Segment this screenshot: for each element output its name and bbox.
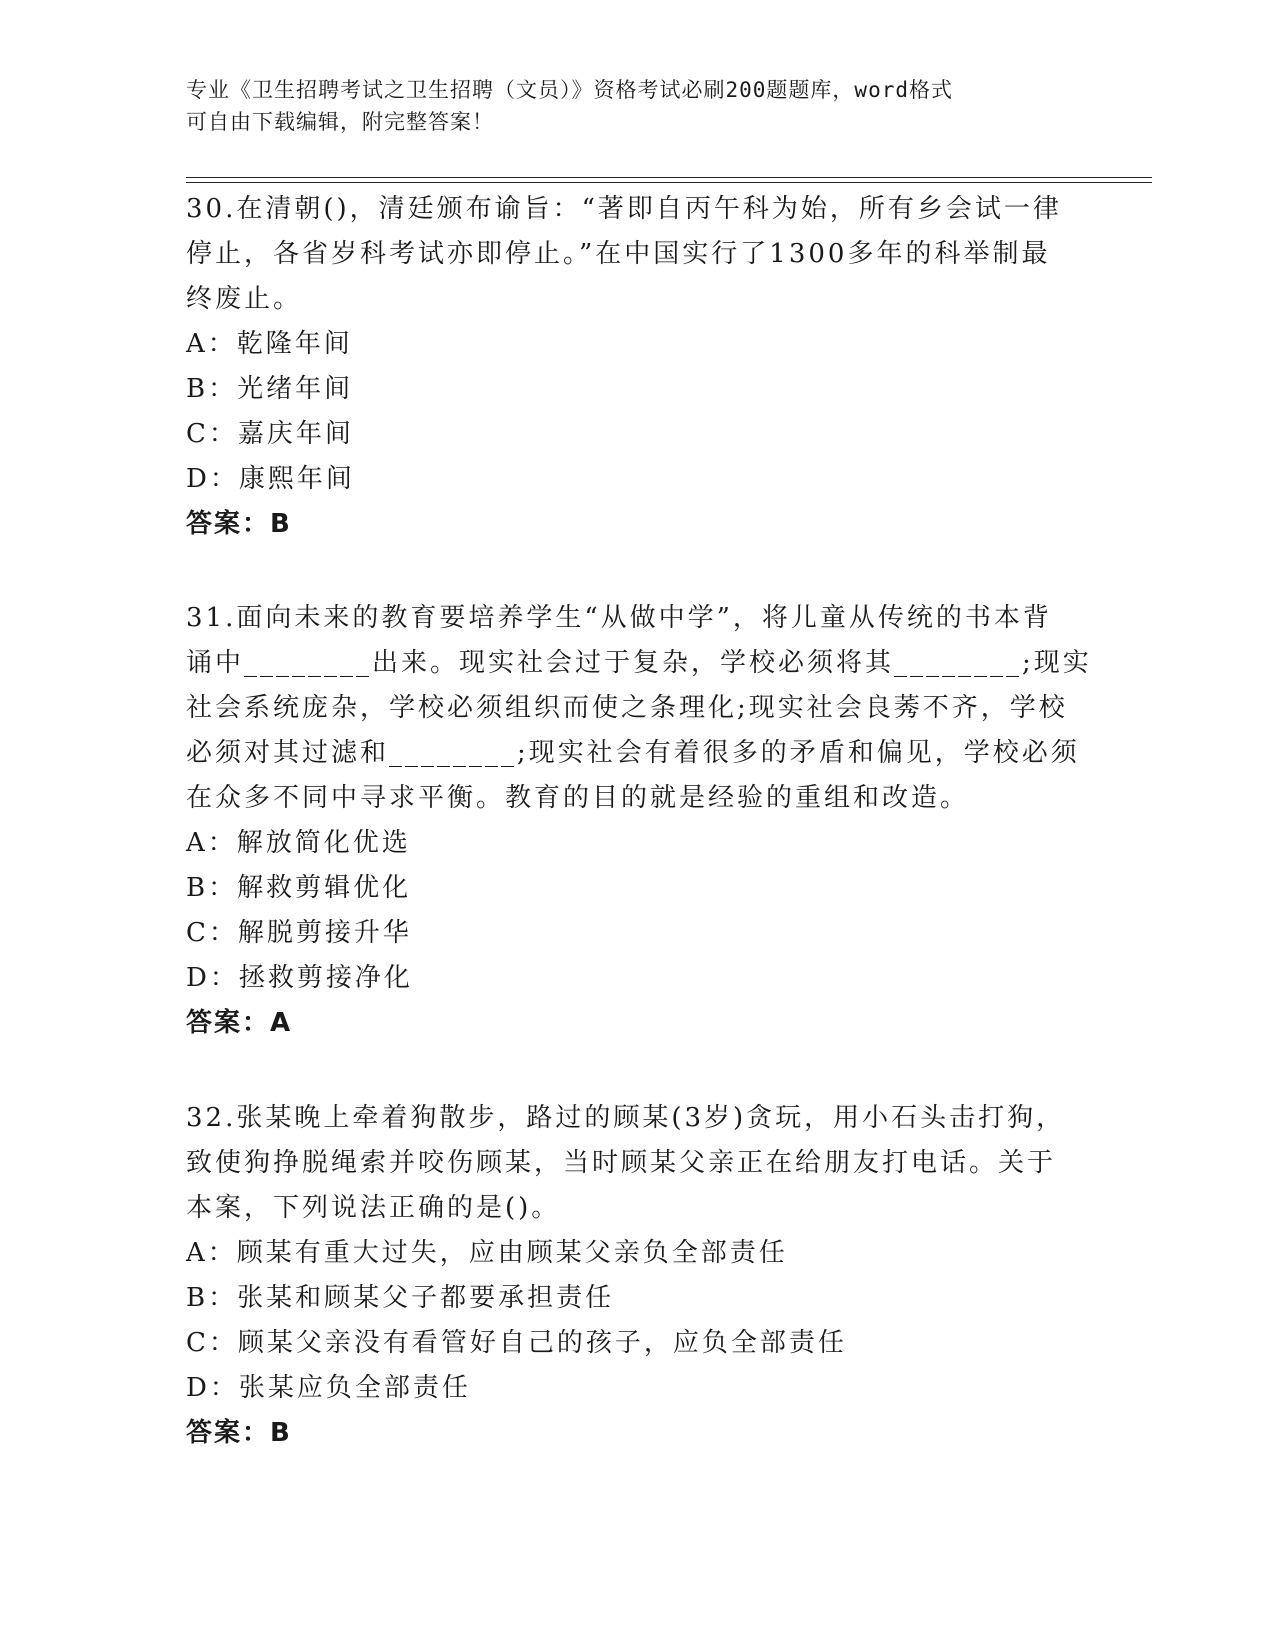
option-d: D：拯救剪接净化 [186,963,413,993]
option-b: B：解救剪辑优化 [186,873,412,903]
header-title-line-2: 可自由下载编辑，附完整答案！ [186,110,494,134]
question-text-line: 32.张某晚上牵着狗散步，路过的顾某(3岁)贪玩，用小石头击打狗， [186,1103,1066,1133]
document-header [186,74,1086,138]
question-text-line: 在众多不同中寻求平衡。教育的目的就是经验的重组和改造。 [186,783,970,813]
question-text-line: 本案，下列说法正确的是()。 [186,1193,561,1223]
answer-label: 答案：B [186,1418,292,1448]
option-a: A：顾某有重大过失，应由顾某父亲负全部责任 [186,1238,788,1268]
question-text-line: 30.在清朝()，清廷颁布谕旨：“著即自丙午科为始，所有乡会试一律 [186,194,1062,224]
option-c: C：嘉庆年间 [186,419,354,449]
option-d: D：张某应负全部责任 [186,1373,471,1403]
header-divider-top [186,177,1152,178]
question-text-line: 31.面向未来的教育要培养学生“从做中学”，将儿童从传统的书本背 [186,603,1052,633]
option-c: C：顾某父亲没有看管好自己的孩子，应负全部责任 [186,1328,847,1358]
question-text-line: 社会系统庞杂，学校必须组织而使之条理化;现实社会良莠不齐，学校 [186,693,1068,723]
question-text-line: 终废止。 [186,284,303,314]
question-text-line: 诵中________出来。现实社会过于复杂，学校必须将其________;现实 [186,648,1092,678]
header-title-line-1: 专业《卫生招聘考试之卫生招聘（文员）》资格考试必刷200题题库，word格式 [186,78,953,102]
option-a: A：乾隆年间 [186,329,353,359]
option-a: A：解放简化优选 [186,828,411,858]
question-31 [186,596,1092,1046]
option-c: C：解脱剪接升华 [186,918,412,948]
option-b: B：张某和顾某父子都要承担责任 [186,1283,615,1313]
question-text-line: 必须对其过滤和________;现实社会有着很多的矛盾和偏见，学校必须 [186,738,1080,768]
question-32 [186,1096,1086,1456]
question-text-line: 停止，各省岁科考试亦即停止。”在中国实行了1300多年的科举制最 [186,239,1051,269]
question-30 [186,187,1086,547]
option-b: B：光绪年间 [186,374,354,404]
question-text-line: 致使狗挣脱绳索并咬伤顾某，当时顾某父亲正在给朋友打电话。关于 [186,1148,1057,1178]
answer-label: 答案：B [186,509,292,539]
option-d: D：康熙年间 [186,464,355,494]
answer-label: 答案：A [186,1008,293,1038]
header-divider-bottom [186,182,1152,183]
